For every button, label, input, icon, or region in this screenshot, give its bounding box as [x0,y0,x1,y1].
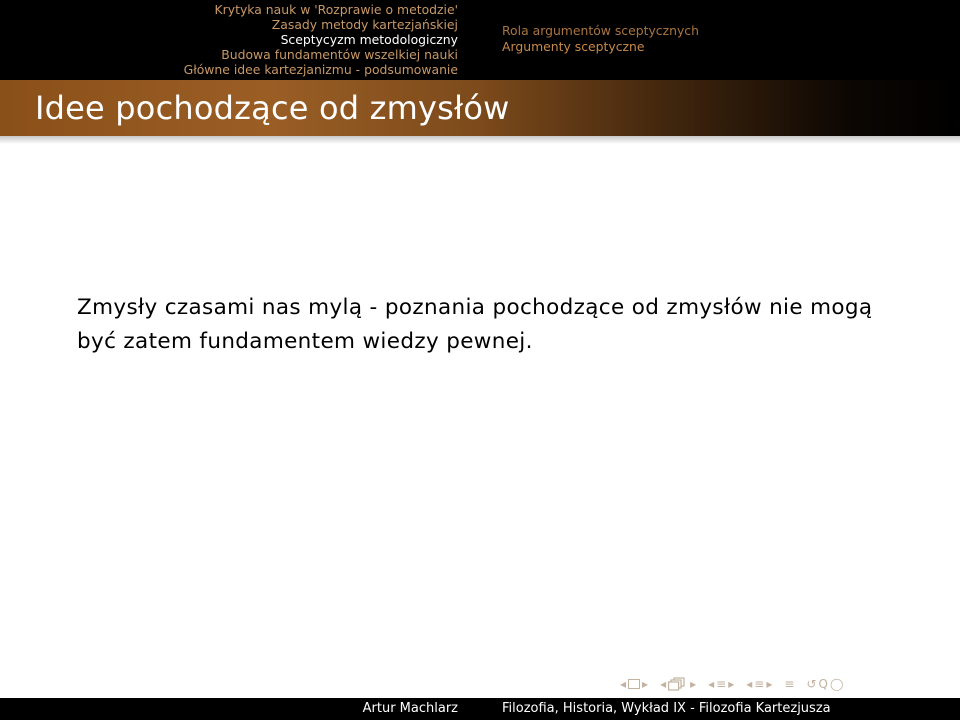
subsection-icon[interactable]: ≡ [716,677,727,691]
footer [0,698,960,720]
nav-section-glowne-idee[interactable]: Główne idee kartezjanizmu - podsumowanie [183,62,458,77]
title-shadow [0,136,960,144]
prev-frame-icon[interactable]: ◂ [660,677,667,691]
back-icon[interactable]: ↺ [806,677,817,691]
slide-icon[interactable] [628,679,640,689]
frame-title: Idee pochodzące od zmysłów [35,89,510,127]
subsection-nav-group[interactable] [708,677,734,691]
frame-icon[interactable] [668,677,688,691]
next-subsection-icon[interactable]: ▸ [728,677,735,691]
footer-author: Artur Machlarz [362,701,458,716]
frame-title-bar [0,80,960,136]
prev-subsection-icon[interactable]: ◂ [708,677,715,691]
appendix-nav-group[interactable] [784,677,794,691]
prev-slide-icon[interactable]: ◂ [620,677,627,691]
frame-nav-group[interactable] [660,677,696,691]
nav-subsection-rola-argumentow[interactable]: Rola argumentów sceptycznych [502,23,699,38]
frame-body [77,291,907,359]
footer-title: Filozofia, Historia, Wykład IX - Filozofia Kartezjusza [502,701,831,716]
search-nav-group[interactable] [806,677,843,691]
nav-section-sceptycyzm[interactable]: Sceptycyzm metodologiczny [280,32,458,47]
slide-nav-group[interactable] [620,677,648,691]
nav-subsection-argumenty-sceptyczne[interactable]: Argumenty sceptyczne [502,38,645,54]
loop-icon[interactable]: ◯ [829,677,844,691]
nav-section-zasady-metody[interactable]: Zasady metody kartezjańskiej [271,17,458,32]
section-navigation [0,0,480,80]
appendix-icon[interactable]: ≡ [784,677,795,691]
prev-section-icon[interactable]: ◂ [746,677,753,691]
subsection-navigation [502,23,942,54]
zoom-icon[interactable]: Q [818,677,828,691]
nav-section-krytyka-nauk[interactable]: Krytyka nauk w 'Rozprawie o metodzie' [214,2,458,17]
body-text-line-2: być zatem fundamentem wiedzy pewnej. [77,329,533,354]
section-nav-group[interactable] [746,677,772,691]
section-icon[interactable]: ≡ [754,677,765,691]
next-frame-icon[interactable]: ▸ [690,677,697,691]
nav-section-budowa-fundamentow[interactable]: Budowa fundamentów wszelkiej nauki [221,47,458,62]
header-navigation [0,0,960,80]
next-slide-icon[interactable]: ▸ [642,677,649,691]
body-text-line-1: Zmysły czasami nas mylą - poznania pochodzące od zmysłów nie mogą [77,295,873,320]
navigation-symbols [620,675,851,693]
next-section-icon[interactable]: ▸ [766,677,773,691]
